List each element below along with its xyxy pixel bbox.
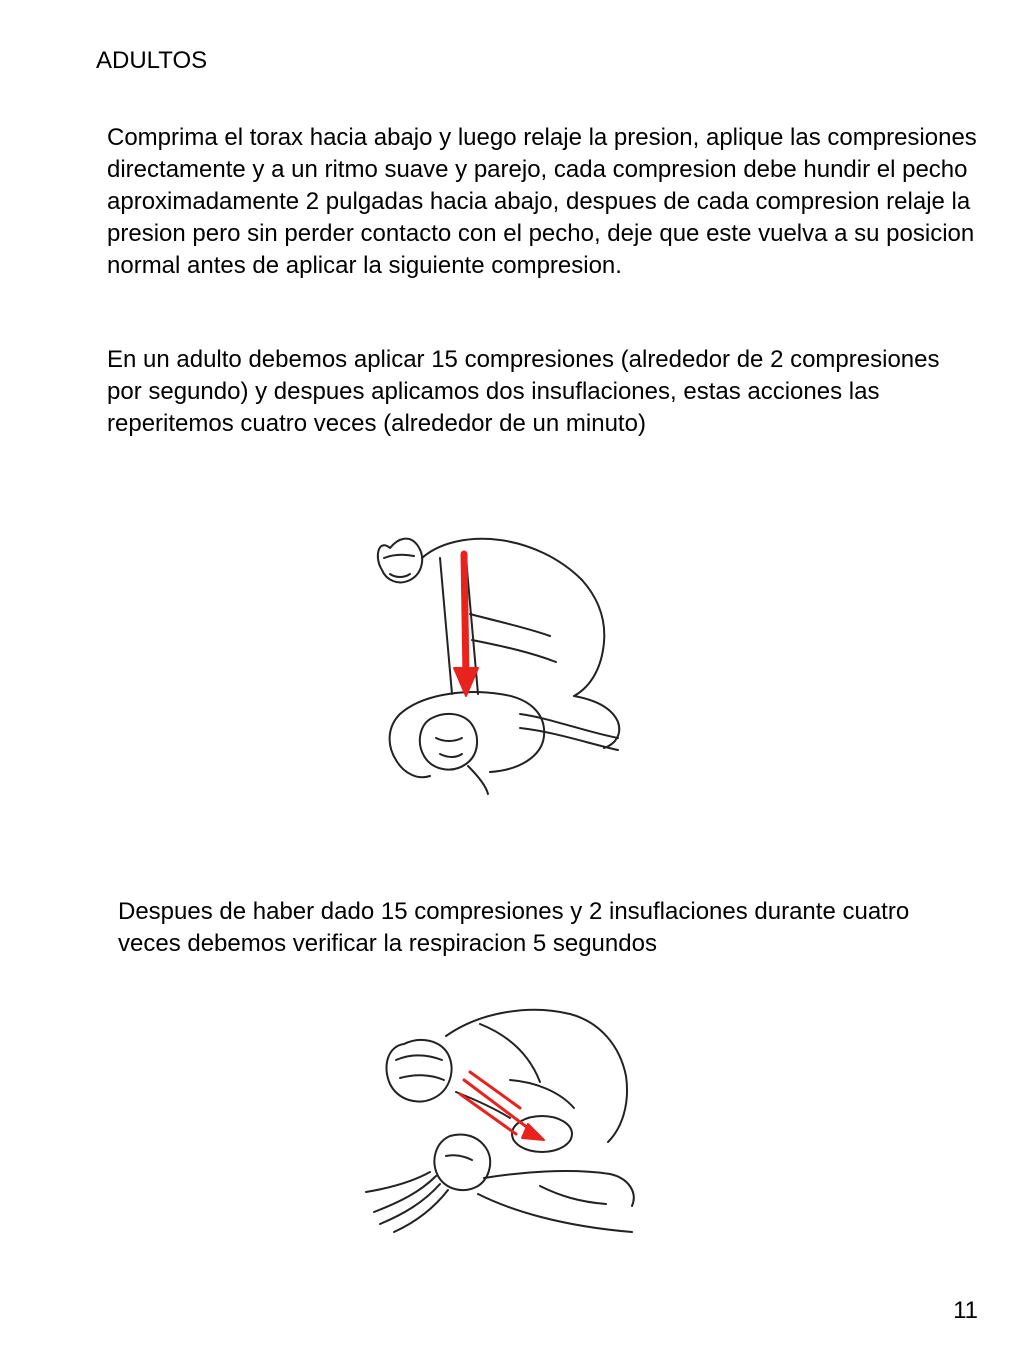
chest-compression-illustration (360, 518, 630, 798)
paragraph-check-breathing: Despues de haber dado 15 compresiones y 2 insuflaciones durante cuatro veces debemos verificar la respiracion 5 segundos (118, 898, 910, 957)
page-number: 11 (953, 1297, 978, 1324)
paragraph-compression-technique: Comprima el torax hacia abajo y luego relaje la presion, aplique las compresiones directamente y a un ritmo suave y parejo, cada compresion debe hundir el pecho aproximadamente 2 pulgadas hacia abajo, despues de cada compresion relaje la presion pero sin perder contacto con el pecho, deje que este vuelva a su posicion normal antes de aplicar la siguiente compresion. (107, 124, 977, 279)
check-breathing-illustration (360, 996, 645, 1256)
paragraph-compression-rate: En un adulto debemos aplicar 15 compresiones (alrededor de 2 compresiones por segundo) y despues aplicamos dos insuflaciones, estas acciones las reperitemos cuatro veces (alrededor de un minuto) (107, 346, 940, 437)
page-heading: ADULTOS (96, 47, 208, 74)
